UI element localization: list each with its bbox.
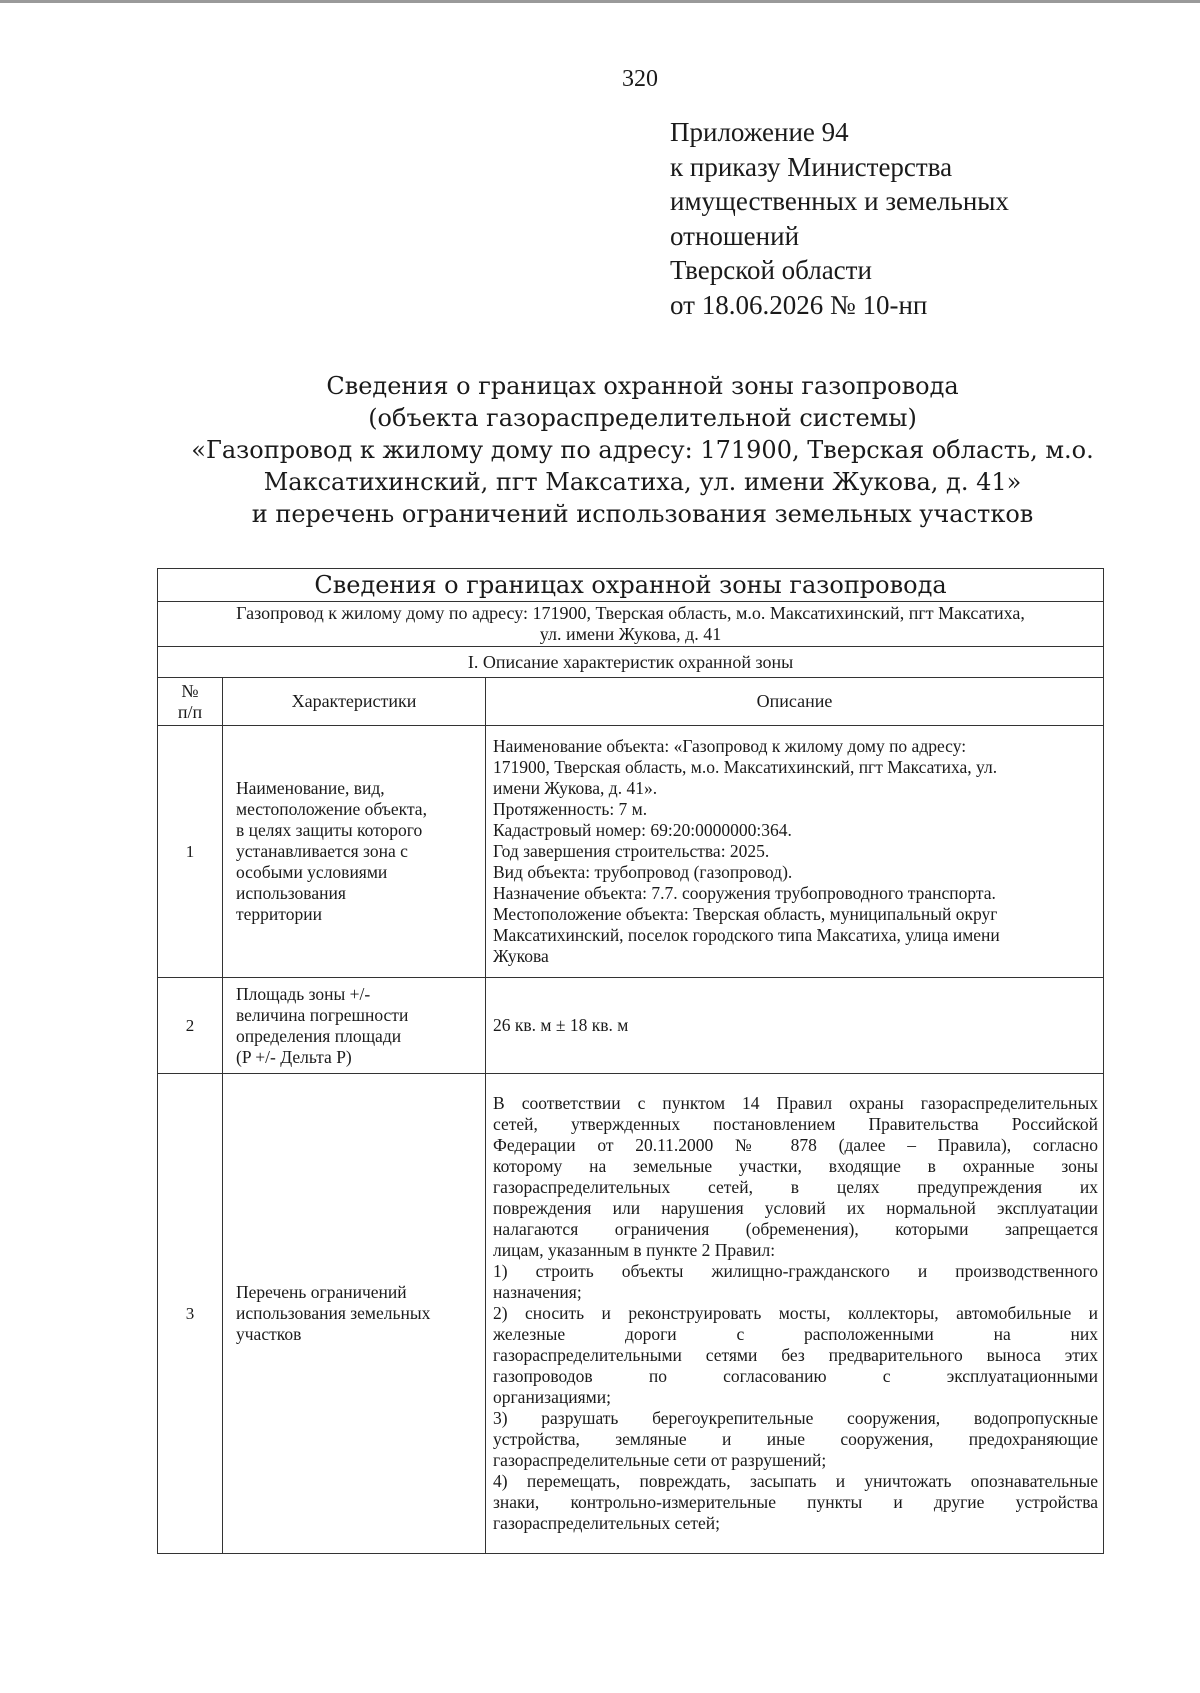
row-number: 2 — [158, 978, 223, 1074]
description-line: налагаются ограничения (обременения), которыми запрещается — [493, 1219, 1099, 1239]
protection-zone-table — [157, 568, 1104, 1554]
characteristic-line: особыми условиями — [236, 862, 388, 882]
table-section-title: I. Описание характеристик охранной зоны — [158, 647, 1104, 678]
description-line: Наименование объекта: «Газопровод к жилому дому по адресу: — [493, 736, 967, 756]
description-line: имени Жукова, д. 41». — [493, 778, 658, 798]
scan-edge — [0, 0, 1200, 3]
characteristic-line: участков — [236, 1324, 302, 1344]
appendix-line: имущественных и земельных — [670, 186, 1009, 216]
row-characteristic — [223, 978, 486, 1074]
characteristic-line: Наименование, вид, — [236, 778, 385, 798]
title-line: Максатихинский, пгт Максатиха, ул. имени Жукова, д. 41» — [263, 468, 1022, 496]
description-line: газораспределительных сетей, в целях предупреждения их — [493, 1177, 1099, 1197]
row-characteristic — [223, 1074, 486, 1554]
appendix-block — [670, 115, 1009, 322]
description-line: железные дороги с расположенными на них — [493, 1324, 1099, 1344]
page-number: 320 — [622, 66, 658, 92]
characteristic-line: Перечень ограничений — [236, 1282, 407, 1302]
table-heading: Сведения о границах охранной зоны газопровода — [158, 569, 1104, 602]
description-line: газораспределительными сетями без предварительного выноса этих — [493, 1345, 1099, 1365]
description-line: повреждения или нарушения условий их нормальной эксплуатации — [493, 1198, 1099, 1218]
appendix-line: от 18.06.2026 № 10-нп — [670, 289, 928, 320]
row-description — [486, 726, 1104, 978]
description-line: лицам, указанным в пункте 2 Правил: — [493, 1240, 776, 1260]
characteristic-line: (P +/- Дельта P) — [236, 1046, 352, 1067]
column-header-number — [158, 678, 223, 726]
description-line: Вид объекта: трубопровод (газопровод). — [493, 862, 793, 882]
description-line: Назначение объекта: 7.7. сооружения трубопроводного транспорта. — [493, 883, 996, 903]
title-line: «Газопровод к жилому дому по адресу: 171900, Тверская область, м.о. — [191, 436, 1094, 464]
description-line: Максатихинский, поселок городского типа Максатиха, улица имени — [493, 925, 1000, 945]
row-number: 1 — [158, 726, 223, 978]
description-line: 4) перемещать, повреждать, засыпать и уничтожать опознавательные — [493, 1471, 1099, 1491]
document-title — [100, 370, 1185, 530]
characteristic-line: территории — [236, 904, 322, 924]
description-line: газораспределительные сети от разрушений; — [493, 1450, 827, 1470]
row-description — [486, 1074, 1104, 1554]
description-line: Федерации от 20.11.2000 № 878 (далее – Правила), согласно — [493, 1135, 1099, 1155]
appendix-line: Тверской области — [670, 255, 872, 285]
column-header-line: п/п — [177, 701, 203, 722]
characteristic-line: в целях защиты которого — [236, 820, 423, 840]
appendix-line: к приказу Министерства — [670, 151, 953, 182]
row-number: 3 — [158, 1074, 223, 1554]
column-header-description: Описание — [486, 678, 1104, 726]
description-line: 2) сносить и реконструировать мосты, коллекторы, автомобильные и — [493, 1303, 1099, 1323]
description-line: 26 кв. м ± 18 кв. м — [493, 1015, 629, 1035]
object-line: ул. имени Жукова, д. 41 — [539, 624, 722, 644]
description-line: которому на земельные участки, входящие в охранные зоны — [493, 1156, 1099, 1176]
title-line: (объекта газораспределительной системы) — [368, 404, 917, 432]
description-line: назначения; — [493, 1282, 582, 1302]
title-line: и перечень ограничений использования земельных участков — [251, 500, 1034, 528]
characteristic-line: определения площади — [236, 1025, 402, 1046]
description-line: газораспределительных сетей; — [493, 1513, 720, 1533]
appendix-line: Приложение 94 — [670, 117, 849, 147]
description-line: 3) разрушать берегоукрепительные сооружения, водопропускные — [493, 1408, 1099, 1428]
description-line: сетей, утвержденных постановлением Правительства Российской — [493, 1114, 1099, 1134]
object-line: Газопровод к жилому дому по адресу: 171900, Тверская область, м.о. Максатихинский, пгт Максатиха, — [236, 603, 1025, 623]
description-line: 171900, Тверская область, м.о. Максатихинский, пгт Максатиха, ул. — [493, 757, 998, 777]
column-header-line: № — [181, 680, 199, 701]
appendix-line: отношений — [670, 220, 800, 251]
characteristic-line: устанавливается зона с — [236, 841, 408, 861]
description-line: газопроводов по согласованию с эксплуатационными — [493, 1366, 1099, 1386]
description-line: знаки, контрольно-измерительные пункты и другие устройства — [493, 1492, 1099, 1512]
description-line: Год завершения строительства: 2025. — [493, 841, 770, 861]
description-line: 1) строить объекты жилищно-гражданского и производственного — [493, 1261, 1099, 1281]
description-line: Жукова — [493, 946, 549, 966]
description-line: В соответствии с пунктом 14 Правил охраны газораспределительных — [493, 1093, 1099, 1113]
description-line: Местоположение объекта: Тверская область, муниципальный округ — [493, 904, 998, 924]
characteristic-line: использования — [236, 883, 346, 903]
row-characteristic — [223, 726, 486, 978]
description-line: организациями; — [493, 1387, 611, 1407]
column-header-characteristics: Характеристики — [223, 678, 486, 726]
characteristic-line: Площадь зоны +/- — [236, 983, 371, 1004]
description-line: устройства, земляные и иные сооружения, предохраняющие — [493, 1429, 1099, 1449]
description-line: Протяженность: 7 м. — [493, 799, 648, 819]
characteristic-line: величина погрешности — [236, 1004, 409, 1025]
title-line: Сведения о границах охранной зоны газопровода — [326, 372, 959, 400]
characteristic-line: использования земельных — [236, 1303, 431, 1323]
description-line: Кадастровый номер: 69:20:0000000:364. — [493, 820, 792, 840]
characteristic-line: местоположение объекта, — [236, 799, 427, 819]
table-object-name — [158, 602, 1104, 647]
row-description — [486, 978, 1104, 1074]
